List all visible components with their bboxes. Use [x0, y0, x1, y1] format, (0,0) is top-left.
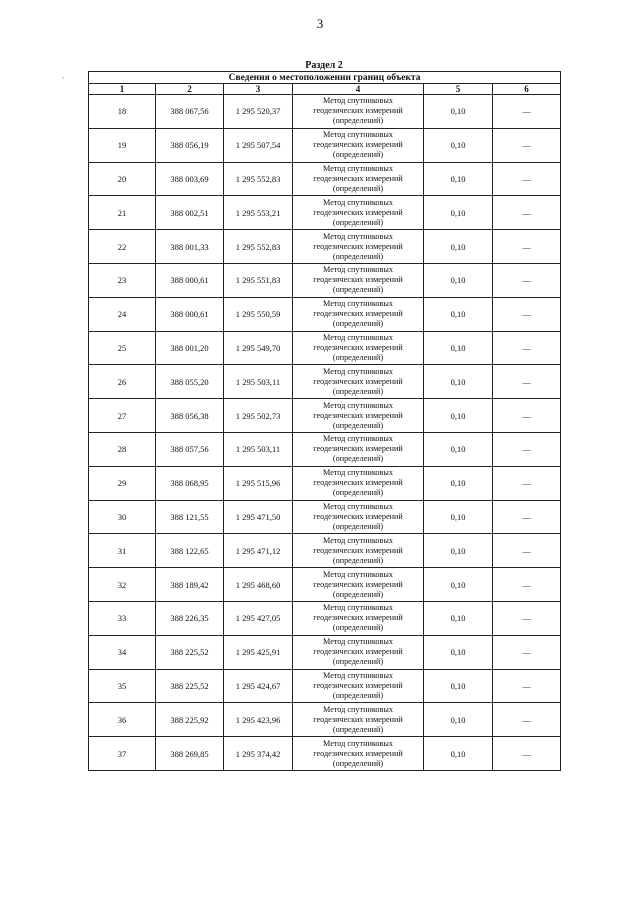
- note-cell: —: [493, 534, 561, 568]
- method-line: (определений): [332, 724, 384, 734]
- note-cell: —: [493, 669, 561, 703]
- boundary-table: [88, 71, 561, 771]
- method-line: (определений): [332, 657, 384, 667]
- method-cell: [293, 162, 424, 196]
- margin-mark: ·: [62, 74, 65, 83]
- method-line: Метод спутниковых: [323, 197, 393, 207]
- y-coordinate-cell: 1 295 552,83: [224, 162, 293, 196]
- method-line: (определений): [332, 116, 384, 126]
- method-cell: [293, 95, 424, 129]
- y-coordinate-cell: 1 295 551,83: [224, 263, 293, 297]
- note-cell: —: [493, 128, 561, 162]
- method-line: Метод спутниковых: [323, 535, 393, 545]
- table-row: [89, 635, 561, 669]
- x-coordinate-cell: 388 067,56: [156, 95, 224, 129]
- x-coordinate-cell: 388 225,52: [156, 669, 224, 703]
- note-cell: —: [493, 297, 561, 331]
- method-line: геодезических измерений: [313, 478, 403, 488]
- column-header: 3: [224, 84, 293, 95]
- method-line: геодезических измерений: [313, 241, 403, 251]
- method-cell: [293, 500, 424, 534]
- y-coordinate-cell: 1 295 471,12: [224, 534, 293, 568]
- accuracy-cell: 0,10: [424, 196, 493, 230]
- method-line: Метод спутниковых: [323, 704, 393, 714]
- method-line: геодезических измерений: [313, 140, 403, 150]
- method-cell: [293, 466, 424, 500]
- section-title: Раздел 2: [305, 60, 343, 71]
- accuracy-cell: 0,10: [424, 534, 493, 568]
- method-cell: [293, 230, 424, 264]
- y-coordinate-cell: 1 295 502,73: [224, 399, 293, 433]
- note-cell: —: [493, 568, 561, 602]
- note-cell: —: [493, 196, 561, 230]
- note-cell: —: [493, 95, 561, 129]
- table-row: [89, 365, 561, 399]
- method-cell: [293, 635, 424, 669]
- table-row: [89, 466, 561, 500]
- table-row: [89, 230, 561, 264]
- method-line: Метод спутниковых: [323, 468, 393, 478]
- point-number-cell: 35: [89, 669, 156, 703]
- y-coordinate-cell: 1 295 507,54: [224, 128, 293, 162]
- note-cell: —: [493, 331, 561, 365]
- point-number-cell: 18: [89, 95, 156, 129]
- note-cell: —: [493, 263, 561, 297]
- method-line: Метод спутниковых: [323, 130, 393, 140]
- accuracy-cell: 0,10: [424, 365, 493, 399]
- method-line: Метод спутниковых: [323, 434, 393, 444]
- method-line: Метод спутниковых: [323, 569, 393, 579]
- point-number-cell: 22: [89, 230, 156, 264]
- x-coordinate-cell: 388 001,33: [156, 230, 224, 264]
- method-line: геодезических измерений: [313, 714, 403, 724]
- note-cell: —: [493, 737, 561, 771]
- method-line: Метод спутниковых: [323, 96, 393, 106]
- table-row: [89, 500, 561, 534]
- table-row: [89, 737, 561, 771]
- method-line: (определений): [332, 319, 384, 329]
- accuracy-cell: 0,10: [424, 432, 493, 466]
- x-coordinate-cell: 388 001,20: [156, 331, 224, 365]
- method-line: (определений): [332, 589, 384, 599]
- point-number-cell: 20: [89, 162, 156, 196]
- table-row: [89, 196, 561, 230]
- point-number-cell: 27: [89, 399, 156, 433]
- x-coordinate-cell: 388 002,51: [156, 196, 224, 230]
- y-coordinate-cell: 1 295 427,05: [224, 601, 293, 635]
- note-cell: —: [493, 703, 561, 737]
- note-cell: —: [493, 365, 561, 399]
- y-coordinate-cell: 1 295 550,59: [224, 297, 293, 331]
- x-coordinate-cell: 388 189,42: [156, 568, 224, 602]
- x-coordinate-cell: 388 056,38: [156, 399, 224, 433]
- method-line: геодезических измерений: [313, 613, 403, 623]
- accuracy-cell: 0,10: [424, 635, 493, 669]
- method-line: геодезических измерений: [313, 342, 403, 352]
- y-coordinate-cell: 1 295 549,70: [224, 331, 293, 365]
- x-coordinate-cell: 388 068,95: [156, 466, 224, 500]
- x-coordinate-cell: 388 121,55: [156, 500, 224, 534]
- method-cell: [293, 737, 424, 771]
- method-line: (определений): [332, 285, 384, 295]
- table-row: [89, 263, 561, 297]
- y-coordinate-cell: 1 295 503,11: [224, 365, 293, 399]
- method-line: геодезических измерений: [313, 444, 403, 454]
- y-coordinate-cell: 1 295 515,96: [224, 466, 293, 500]
- x-coordinate-cell: 388 225,92: [156, 703, 224, 737]
- method-line: (определений): [332, 623, 384, 633]
- point-number-cell: 34: [89, 635, 156, 669]
- y-coordinate-cell: 1 295 553,21: [224, 196, 293, 230]
- accuracy-cell: 0,10: [424, 263, 493, 297]
- method-line: Метод спутниковых: [323, 400, 393, 410]
- y-coordinate-cell: 1 295 423,96: [224, 703, 293, 737]
- point-number-cell: 31: [89, 534, 156, 568]
- column-header: 2: [156, 84, 224, 95]
- point-number-cell: 23: [89, 263, 156, 297]
- method-line: Метод спутниковых: [323, 501, 393, 511]
- accuracy-cell: 0,10: [424, 95, 493, 129]
- y-coordinate-cell: 1 295 471,50: [224, 500, 293, 534]
- table-row: [89, 601, 561, 635]
- note-cell: —: [493, 601, 561, 635]
- note-cell: —: [493, 635, 561, 669]
- note-cell: —: [493, 432, 561, 466]
- method-line: геодезических измерений: [313, 545, 403, 555]
- accuracy-cell: 0,10: [424, 568, 493, 602]
- column-number-row: [89, 84, 561, 95]
- accuracy-cell: 0,10: [424, 737, 493, 771]
- accuracy-cell: 0,10: [424, 601, 493, 635]
- method-line: геодезических измерений: [313, 680, 403, 690]
- method-line: (определений): [332, 386, 384, 396]
- point-number-cell: 29: [89, 466, 156, 500]
- point-number-cell: 19: [89, 128, 156, 162]
- method-cell: [293, 399, 424, 433]
- method-cell: [293, 703, 424, 737]
- point-number-cell: 30: [89, 500, 156, 534]
- method-line: Метод спутниковых: [323, 265, 393, 275]
- point-number-cell: 32: [89, 568, 156, 602]
- method-line: Метод спутниковых: [323, 163, 393, 173]
- x-coordinate-cell: 388 122,65: [156, 534, 224, 568]
- method-cell: [293, 601, 424, 635]
- accuracy-cell: 0,10: [424, 230, 493, 264]
- method-line: геодезических измерений: [313, 579, 403, 589]
- method-line: геодезических измерений: [313, 207, 403, 217]
- method-line: (определений): [332, 521, 384, 531]
- table-row: [89, 669, 561, 703]
- table-row: [89, 703, 561, 737]
- method-line: Метод спутниковых: [323, 738, 393, 748]
- x-coordinate-cell: 388 269,85: [156, 737, 224, 771]
- method-line: Метод спутниковых: [323, 366, 393, 376]
- accuracy-cell: 0,10: [424, 331, 493, 365]
- method-line: геодезических измерений: [313, 275, 403, 285]
- accuracy-cell: 0,10: [424, 703, 493, 737]
- method-line: Метод спутниковых: [323, 603, 393, 613]
- note-cell: —: [493, 500, 561, 534]
- method-line: (определений): [332, 150, 384, 160]
- page-number: 3: [316, 16, 324, 31]
- note-cell: —: [493, 466, 561, 500]
- point-number-cell: 24: [89, 297, 156, 331]
- method-line: (определений): [332, 488, 384, 498]
- table-row: [89, 432, 561, 466]
- y-coordinate-cell: 1 295 552,83: [224, 230, 293, 264]
- method-line: (определений): [332, 183, 384, 193]
- accuracy-cell: 0,10: [424, 297, 493, 331]
- y-coordinate-cell: 1 295 520,37: [224, 95, 293, 129]
- method-cell: [293, 297, 424, 331]
- table-row: [89, 297, 561, 331]
- method-line: геодезических измерений: [313, 511, 403, 521]
- table-row: [89, 162, 561, 196]
- y-coordinate-cell: 1 295 374,42: [224, 737, 293, 771]
- note-cell: —: [493, 399, 561, 433]
- method-line: (определений): [332, 454, 384, 464]
- point-number-cell: 25: [89, 331, 156, 365]
- method-line: геодезических измерений: [313, 748, 403, 758]
- method-line: геодезических измерений: [313, 410, 403, 420]
- method-cell: [293, 331, 424, 365]
- accuracy-cell: 0,10: [424, 128, 493, 162]
- method-line: Метод спутниковых: [323, 332, 393, 342]
- y-coordinate-cell: 1 295 425,91: [224, 635, 293, 669]
- method-line: (определений): [332, 420, 384, 430]
- x-coordinate-cell: 388 056,19: [156, 128, 224, 162]
- method-line: (определений): [332, 217, 384, 227]
- table-row: [89, 331, 561, 365]
- y-coordinate-cell: 1 295 468,60: [224, 568, 293, 602]
- method-cell: [293, 432, 424, 466]
- method-cell: [293, 534, 424, 568]
- x-coordinate-cell: 388 000,61: [156, 263, 224, 297]
- method-line: геодезических измерений: [313, 106, 403, 116]
- table-row: [89, 128, 561, 162]
- point-number-cell: 33: [89, 601, 156, 635]
- column-header: 5: [424, 84, 493, 95]
- accuracy-cell: 0,10: [424, 500, 493, 534]
- y-coordinate-cell: 1 295 424,67: [224, 669, 293, 703]
- accuracy-cell: 0,10: [424, 669, 493, 703]
- table-caption-row: [89, 72, 561, 84]
- column-header: 6: [493, 84, 561, 95]
- point-number-cell: 36: [89, 703, 156, 737]
- x-coordinate-cell: 388 225,52: [156, 635, 224, 669]
- method-cell: [293, 263, 424, 297]
- table-row: [89, 399, 561, 433]
- note-cell: —: [493, 162, 561, 196]
- point-number-cell: 28: [89, 432, 156, 466]
- note-cell: —: [493, 230, 561, 264]
- method-line: геодезических измерений: [313, 309, 403, 319]
- point-number-cell: 26: [89, 365, 156, 399]
- x-coordinate-cell: 388 226,35: [156, 601, 224, 635]
- method-line: Метод спутниковых: [323, 231, 393, 241]
- method-line: (определений): [332, 251, 384, 261]
- column-header: 4: [293, 84, 424, 95]
- point-number-cell: 37: [89, 737, 156, 771]
- method-line: (определений): [332, 352, 384, 362]
- method-line: геодезических измерений: [313, 647, 403, 657]
- column-header: 1: [89, 84, 156, 95]
- method-cell: [293, 128, 424, 162]
- x-coordinate-cell: 388 057,56: [156, 432, 224, 466]
- method-line: Метод спутниковых: [323, 637, 393, 647]
- method-cell: [293, 568, 424, 602]
- y-coordinate-cell: 1 295 503,11: [224, 432, 293, 466]
- table-row: [89, 95, 561, 129]
- point-number-cell: 21: [89, 196, 156, 230]
- x-coordinate-cell: 388 000,61: [156, 297, 224, 331]
- method-line: (определений): [332, 555, 384, 565]
- accuracy-cell: 0,10: [424, 466, 493, 500]
- method-line: (определений): [332, 758, 384, 768]
- x-coordinate-cell: 388 003,69: [156, 162, 224, 196]
- method-line: геодезических измерений: [313, 173, 403, 183]
- method-line: Метод спутниковых: [323, 299, 393, 309]
- method-line: (определений): [332, 690, 384, 700]
- x-coordinate-cell: 388 055,20: [156, 365, 224, 399]
- accuracy-cell: 0,10: [424, 162, 493, 196]
- table-caption: Сведения о местоположении границ объекта: [89, 72, 561, 84]
- method-cell: [293, 365, 424, 399]
- table-row: [89, 534, 561, 568]
- method-cell: [293, 669, 424, 703]
- table-row: [89, 568, 561, 602]
- method-cell: [293, 196, 424, 230]
- accuracy-cell: 0,10: [424, 399, 493, 433]
- method-line: Метод спутниковых: [323, 670, 393, 680]
- table-body: [89, 95, 561, 771]
- method-line: геодезических измерений: [313, 376, 403, 386]
